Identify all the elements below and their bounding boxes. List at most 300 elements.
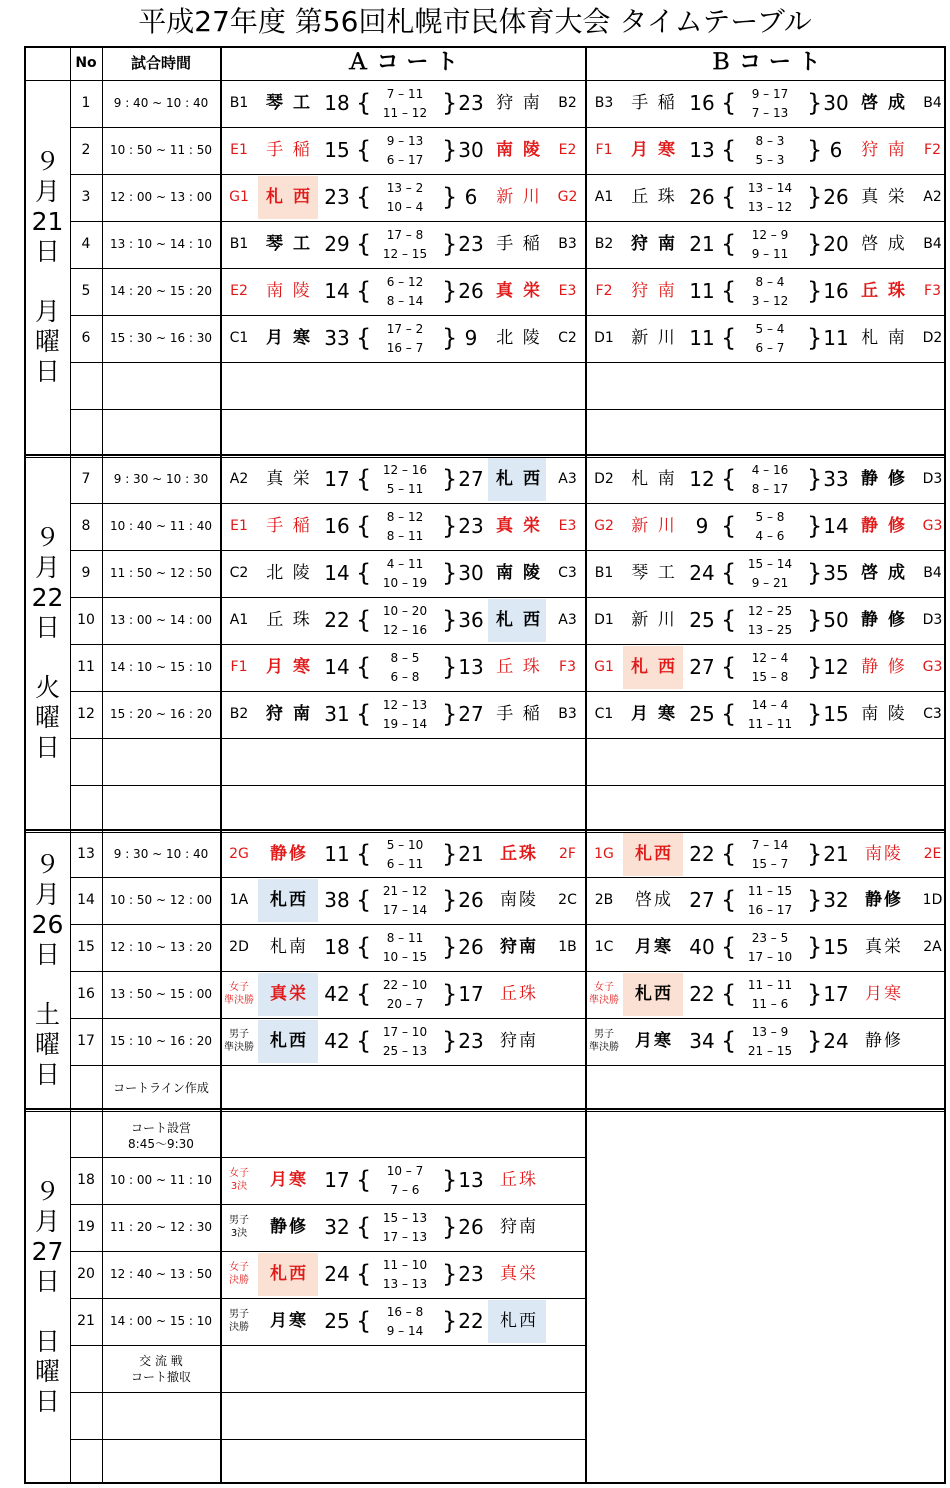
left-code: C1 <box>229 330 249 346</box>
brace-left: { <box>721 230 737 258</box>
left-code: 女子 3決 <box>229 1168 249 1192</box>
left-code: 1G <box>594 846 614 862</box>
court-b-cell <box>585 597 950 644</box>
court-a-cell <box>220 127 585 174</box>
set-2: 7 – 13 <box>751 106 789 120</box>
team-1: 新 川 <box>631 610 677 630</box>
set-2: 10 – 19 <box>382 576 428 590</box>
left-code: E1 <box>230 518 248 534</box>
row-divider <box>70 1065 945 1066</box>
court-a-cell <box>220 644 585 691</box>
set-2: 11 – 12 <box>382 106 428 120</box>
day-label-char <box>25 1297 70 1327</box>
court-a-cell <box>220 1298 585 1345</box>
brace-left: { <box>356 136 372 164</box>
score-2: 50 <box>823 608 849 632</box>
set-2: 3 – 12 <box>751 294 789 308</box>
team-1: 札西 <box>270 1031 308 1051</box>
right-code: 2E <box>923 846 942 862</box>
brace-left: { <box>721 980 737 1008</box>
brace-left: { <box>356 324 372 352</box>
team-2: 南 陵 <box>861 704 907 724</box>
court-b-cell <box>585 456 950 503</box>
right-code: E3 <box>558 518 577 534</box>
match-number: 12 <box>77 706 95 722</box>
day-separator <box>25 1108 945 1110</box>
team-2: 札西 <box>500 1311 538 1331</box>
brace-right: } <box>442 230 458 258</box>
team-2: 静修 <box>865 1031 903 1051</box>
match-row <box>70 174 945 221</box>
day-label-char: 26 <box>31 909 64 939</box>
day-label-char: 27 <box>31 1237 64 1266</box>
match-time: 12 : 40 ~ 13 : 50 <box>109 1267 213 1281</box>
set-2: 11 – 6 <box>751 997 789 1011</box>
left-code: 女子 準決勝 <box>224 982 254 1006</box>
match-number: 4 <box>81 236 91 252</box>
right-code: A3 <box>558 612 577 628</box>
set-2: 7 – 6 <box>390 1183 420 1197</box>
left-code: G2 <box>594 518 614 534</box>
brace-right: } <box>807 89 823 117</box>
score-1: 26 <box>689 185 715 209</box>
match-number: 13 <box>77 846 95 862</box>
left-code: B1 <box>229 95 249 111</box>
team-1: 琴 工 <box>266 234 312 254</box>
brace-right: } <box>807 980 823 1008</box>
right-code: 1D <box>922 892 943 908</box>
set-2: 10 – 4 <box>386 200 424 214</box>
brace-right: } <box>442 1027 458 1055</box>
score-2: 14 <box>823 514 849 538</box>
match-number: 8 <box>81 518 91 534</box>
header-court-a: Ａ コ ー ト <box>347 50 458 75</box>
set-2: 15 – 7 <box>751 857 789 871</box>
set-1: 23 – 5 <box>751 931 789 945</box>
score-1: 22 <box>689 842 715 866</box>
set-1: 13 – 14 <box>747 181 793 195</box>
court-b-cell <box>585 221 950 268</box>
day-label-char: 月 <box>34 552 60 582</box>
set-1: 5 – 10 <box>386 838 424 852</box>
score-2: 17 <box>458 982 484 1006</box>
team-1: 狩 南 <box>631 281 677 301</box>
right-code: F3 <box>559 659 576 675</box>
score-1: 11 <box>689 279 715 303</box>
score-1: 11 <box>324 842 350 866</box>
right-code: A3 <box>558 471 577 487</box>
score-1: 25 <box>689 702 715 726</box>
header-no: No <box>75 55 97 71</box>
set-2: 11 – 11 <box>747 717 793 731</box>
score-2: 15 <box>823 935 849 959</box>
set-1: 15 – 13 <box>382 1211 428 1225</box>
right-code: D3 <box>922 471 943 487</box>
team-2: 札 西 <box>496 469 542 489</box>
set-2: 8 – 14 <box>386 294 424 308</box>
brace-left: { <box>356 183 372 211</box>
team-2: 真 栄 <box>496 516 542 536</box>
set-1: 17 – 2 <box>386 322 424 336</box>
set-2: 13 – 13 <box>382 1277 428 1291</box>
court-b-cell <box>585 924 950 971</box>
brace-right: } <box>442 606 458 634</box>
day-label <box>25 1177 70 1417</box>
score-1: 33 <box>324 326 350 350</box>
score-2: 13 <box>458 655 484 679</box>
team-1: 札西 <box>635 984 673 1004</box>
match-time: 10 : 50 ~ 11 : 50 <box>109 143 213 157</box>
court-a-cell <box>220 1251 585 1298</box>
match-row <box>70 456 945 503</box>
set-2: 16 – 7 <box>386 341 424 355</box>
day-label-char: 月 <box>34 879 60 909</box>
score-1: 25 <box>324 1309 350 1333</box>
left-code: 男子 決勝 <box>229 1309 249 1333</box>
left-code: 1A <box>229 892 249 908</box>
court-b-cell <box>585 1018 950 1065</box>
set-2: 17 – 10 <box>747 950 793 964</box>
score-1: 16 <box>324 514 350 538</box>
match-row <box>70 221 945 268</box>
match-time: 14 : 10 ~ 15 : 10 <box>109 660 213 674</box>
day-label <box>25 523 70 763</box>
day-label-char: ９ <box>34 522 60 552</box>
right-code: B2 <box>558 95 577 111</box>
set-1: 17 – 10 <box>382 1025 428 1039</box>
score-2: 30 <box>458 561 484 585</box>
match-time: 10 : 50 ~ 12 : 00 <box>109 893 213 907</box>
match-row <box>70 877 945 924</box>
left-code: 2D <box>229 939 249 955</box>
day-label-char: 日 <box>34 237 60 266</box>
right-code: G2 <box>557 189 578 205</box>
team-1: 新 川 <box>631 328 677 348</box>
score-1: 9 <box>695 514 709 538</box>
set-1: 12 – 13 <box>382 698 428 712</box>
brace-right: } <box>442 559 458 587</box>
match-row <box>70 1204 945 1251</box>
score-1: 18 <box>324 935 350 959</box>
team-2: 札 西 <box>496 610 542 630</box>
set-1: 12 – 25 <box>747 604 793 618</box>
set-1: 7 – 14 <box>751 838 789 852</box>
score-2: 24 <box>823 1029 849 1053</box>
brace-right: } <box>807 559 823 587</box>
left-code: B1 <box>229 236 249 252</box>
brace-right: } <box>442 89 458 117</box>
brace-right: } <box>807 183 823 211</box>
left-code: 2G <box>229 846 249 862</box>
court-line-note: コートライン作成 <box>113 1081 209 1095</box>
match-row <box>70 971 945 1018</box>
court-b-cell <box>585 691 950 738</box>
left-code: 女子 決勝 <box>229 1262 249 1286</box>
right-code: A2 <box>923 189 942 205</box>
score-2: 23 <box>458 1029 484 1053</box>
day-label-char: 曜 <box>34 1029 60 1059</box>
set-2: 5 – 11 <box>386 482 424 496</box>
court-b-cell <box>585 971 950 1018</box>
team-1: 月寒 <box>270 1170 308 1190</box>
match-row <box>70 644 945 691</box>
brace-left: { <box>356 980 372 1008</box>
brace-right: } <box>807 324 823 352</box>
set-1: 21 – 12 <box>382 884 428 898</box>
match-row <box>70 691 945 738</box>
brace-left: { <box>356 277 372 305</box>
score-2: 17 <box>823 982 849 1006</box>
day-label <box>25 850 70 1090</box>
brace-left: { <box>721 933 737 961</box>
set-1: 11 – 11 <box>747 978 793 992</box>
score-2: 21 <box>458 842 484 866</box>
brace-right: } <box>442 840 458 868</box>
match-row <box>70 127 945 174</box>
court-a-cell <box>220 1157 585 1204</box>
exchange-note <box>102 1353 220 1385</box>
score-1: 17 <box>324 467 350 491</box>
match-row <box>70 597 945 644</box>
court-a-cell <box>220 268 585 315</box>
score-2: 9 <box>464 326 478 350</box>
set-2: 9 – 21 <box>751 576 789 590</box>
set-1: 12 – 9 <box>751 228 789 242</box>
team-2: 狩南 <box>500 1031 538 1051</box>
team-2: 真 栄 <box>496 281 542 301</box>
score-1: 27 <box>689 888 715 912</box>
score-2: 6 <box>464 185 478 209</box>
score-2: 36 <box>458 608 484 632</box>
match-number: 11 <box>77 659 95 675</box>
match-number: 14 <box>77 892 95 908</box>
match-time: 14 : 20 ~ 15 : 20 <box>109 284 213 298</box>
team-2: 啓 成 <box>861 234 907 254</box>
day-label-char: 月 <box>34 1207 60 1236</box>
brace-left: { <box>356 1213 372 1241</box>
set-2: 21 – 15 <box>747 1044 793 1058</box>
score-2: 11 <box>823 326 849 350</box>
right-code: E3 <box>558 283 577 299</box>
right-code: F2 <box>924 142 941 158</box>
brace-right: } <box>807 277 823 305</box>
day-label-char: 日 <box>34 939 60 969</box>
score-2: 30 <box>458 138 484 162</box>
match-number: 19 <box>77 1219 95 1235</box>
set-2: 9 – 14 <box>386 1324 424 1338</box>
day-label <box>25 147 70 387</box>
match-time: 10 : 00 ~ 11 : 10 <box>109 1173 213 1187</box>
score-1: 24 <box>324 1262 350 1286</box>
left-code: D1 <box>594 612 614 628</box>
set-1: 11 – 10 <box>382 1258 428 1272</box>
team-1: 月 寒 <box>266 328 312 348</box>
brace-left: { <box>356 840 372 868</box>
brace-left: { <box>721 1027 737 1055</box>
brace-left: { <box>356 465 372 493</box>
brace-left: { <box>721 653 737 681</box>
score-1: 22 <box>324 608 350 632</box>
match-number: 21 <box>77 1313 95 1329</box>
brace-right: } <box>807 512 823 540</box>
team-2: 狩 南 <box>861 140 907 160</box>
right-code: B4 <box>923 95 942 111</box>
brace-left: { <box>356 559 372 587</box>
score-1: 11 <box>689 326 715 350</box>
court-setup-line1: コート設営 <box>130 1121 191 1135</box>
exchange-line1: 交 流 戦 <box>139 1354 183 1368</box>
court-setup-note <box>102 1120 220 1152</box>
left-code: A1 <box>229 612 249 628</box>
court-b-cell <box>585 268 950 315</box>
header-court-b: Ｂ コ ー ト <box>709 50 821 75</box>
team-2: 丘 珠 <box>496 657 542 677</box>
match-number: 6 <box>81 330 91 346</box>
brace-right: } <box>807 465 823 493</box>
team-2: 狩南 <box>500 1217 538 1237</box>
team-1: 静修 <box>270 844 308 864</box>
brace-left: { <box>356 230 372 258</box>
score-1: 40 <box>689 935 715 959</box>
score-1: 32 <box>324 1215 350 1239</box>
brace-right: } <box>807 886 823 914</box>
match-number: 5 <box>81 283 91 299</box>
brace-left: { <box>356 1166 372 1194</box>
set-2: 19 – 14 <box>382 717 428 731</box>
left-code: 1C <box>594 939 614 955</box>
score-2: 20 <box>823 232 849 256</box>
team-1: 琴 工 <box>266 93 312 113</box>
court-b-cell <box>585 644 950 691</box>
match-row <box>70 315 945 362</box>
left-code: A2 <box>229 471 249 487</box>
court-a-cell <box>220 691 585 738</box>
team-1: 狩 南 <box>266 704 312 724</box>
team-2: 丘珠 <box>500 844 538 864</box>
score-2: 32 <box>823 888 849 912</box>
match-number: 17 <box>77 1033 95 1049</box>
team-2: 静修 <box>865 890 903 910</box>
team-1: 月寒 <box>635 937 673 957</box>
day-label-char: 火 <box>34 672 60 702</box>
team-1: 啓成 <box>635 890 673 910</box>
match-number: 15 <box>77 939 95 955</box>
team-2: 月寒 <box>865 984 903 1004</box>
brace-left: { <box>721 324 737 352</box>
team-2: 丘 珠 <box>861 281 907 301</box>
day-label-char: 21 <box>31 207 64 236</box>
day-label-char: 日 <box>34 357 60 386</box>
score-2: 26 <box>458 1215 484 1239</box>
set-1: 5 – 4 <box>755 322 785 336</box>
score-1: 17 <box>324 1168 350 1192</box>
court-a-cell <box>220 877 585 924</box>
left-code: D1 <box>594 330 614 346</box>
court-b-cell <box>585 831 950 878</box>
match-number: 1 <box>81 95 91 111</box>
score-2: 27 <box>458 702 484 726</box>
team-1: 静修 <box>270 1217 308 1237</box>
score-2: 26 <box>458 279 484 303</box>
left-code: E1 <box>230 142 248 158</box>
right-code: C3 <box>558 565 577 581</box>
brace-left: { <box>721 465 737 493</box>
team-2: 真栄 <box>500 1264 538 1284</box>
brace-right: } <box>442 1213 458 1241</box>
score-2: 26 <box>458 888 484 912</box>
set-2: 15 – 8 <box>751 670 789 684</box>
brace-left: { <box>356 512 372 540</box>
set-2: 6 – 8 <box>390 670 420 684</box>
match-row <box>70 1298 945 1345</box>
court-b-cell <box>585 550 950 597</box>
brace-right: } <box>442 1260 458 1288</box>
match-row <box>70 1251 945 1298</box>
left-code: B1 <box>594 565 614 581</box>
match-number: 10 <box>77 612 95 628</box>
score-2: 23 <box>458 232 484 256</box>
day-label-char: 土 <box>34 999 60 1029</box>
team-1: 札 西 <box>266 187 312 207</box>
left-code: 男子 準決勝 <box>224 1029 254 1053</box>
row-divider <box>70 409 945 410</box>
match-row <box>70 80 945 127</box>
day-label-char: 日 <box>34 1327 60 1356</box>
team-1: 札西 <box>270 890 308 910</box>
set-1: 16 – 8 <box>386 1305 424 1319</box>
score-2: 23 <box>458 91 484 115</box>
score-2: 35 <box>823 561 849 585</box>
match-number: 3 <box>81 189 91 205</box>
set-1: 8 – 3 <box>755 134 785 148</box>
court-b-cell <box>585 877 950 924</box>
score-2: 26 <box>458 935 484 959</box>
set-1: 11 – 15 <box>747 884 793 898</box>
left-code: B3 <box>594 95 614 111</box>
brace-right: } <box>442 700 458 728</box>
team-1: 月寒 <box>270 1311 308 1331</box>
match-row <box>70 1157 945 1204</box>
day-label-char: ９ <box>34 849 60 879</box>
match-row <box>70 924 945 971</box>
brace-left: { <box>356 1307 372 1335</box>
score-1: 27 <box>689 655 715 679</box>
set-1: 8 – 11 <box>386 931 424 945</box>
match-time: 15 : 10 ~ 16 : 20 <box>109 1034 213 1048</box>
score-1: 34 <box>689 1029 715 1053</box>
court-b-cell <box>585 315 950 362</box>
left-code: F1 <box>230 659 248 675</box>
team-2: 丘珠 <box>500 984 538 1004</box>
match-time: 15 : 20 ~ 16 : 20 <box>109 707 213 721</box>
left-code: C2 <box>229 565 249 581</box>
left-code: 男子 3決 <box>229 1215 249 1239</box>
brace-left: { <box>721 606 737 634</box>
left-code: G1 <box>594 659 614 675</box>
team-1: 琴 工 <box>631 563 677 583</box>
court-a-cell <box>220 1018 585 1065</box>
row-divider <box>70 785 945 786</box>
team-1: 北 陵 <box>266 563 312 583</box>
court-a-cell <box>220 924 585 971</box>
score-2: 30 <box>823 91 849 115</box>
team-2: 静 修 <box>861 657 907 677</box>
brace-right: } <box>442 136 458 164</box>
brace-right: } <box>807 933 823 961</box>
right-code: 2A <box>923 939 942 955</box>
set-2: 17 – 13 <box>382 1230 428 1244</box>
right-code: F3 <box>924 283 941 299</box>
